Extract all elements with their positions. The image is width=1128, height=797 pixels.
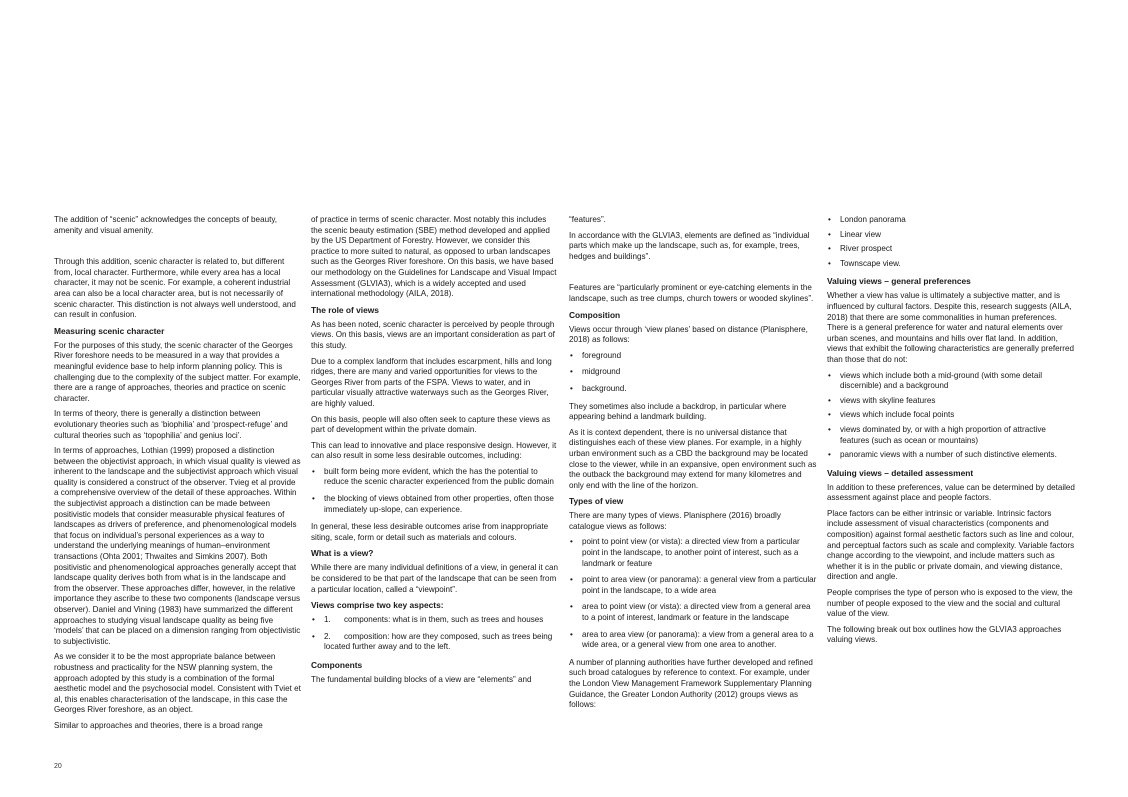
- list-item: • London panorama: [827, 215, 1075, 226]
- list-item: • views which include focal points: [827, 410, 1075, 421]
- paragraph: In terms of theory, there is generally a distinction between evolutionary theories such as ‘biophilia’ and ‘prospect-refuge’ and cultural theories such as ‘topophilia’ and genius loci’.: [54, 409, 288, 440]
- list-item: • built form being more evident, which the has the potential to reduce the scenic character experienced from the public domain: [311, 467, 559, 488]
- paragraph: In accordance with the GLVIA3, elements are defined as “individual parts which make up the landscape, such as, for example, trees, hedges and buildings”.: [569, 230, 810, 261]
- list-number: 1.: [324, 615, 331, 625]
- paragraph: The fundamental building blocks of a view are “elements” and: [311, 675, 532, 684]
- section-heading-detailed-assessment: Valuing views – detailed assessment: [827, 467, 974, 478]
- section-heading-what-is-a-view: What is a view?: [311, 548, 374, 559]
- list-item: • background.: [569, 384, 817, 395]
- preferences-list: [827, 371, 1075, 461]
- page-number: 20: [54, 763, 62, 770]
- list-item: • River prospect: [827, 244, 1075, 255]
- paragraph: “features”.: [569, 215, 606, 224]
- paragraph: This can lead to innovative and place responsive design. However, it can also result in some less desirable outcomes, including:: [311, 440, 557, 461]
- list-item: • views dominated by, or with a high proportion of attractive features (such as ocean or mountains): [827, 425, 1075, 446]
- paragraph: of practice in terms of scenic character. Most notably this includes the scenic beauty estimation (SBE) method developed and applied by the US Department of Forestry. However, we consider this practice to more suited to natural, as opposed to urban landscapes such as the Georges River foreshore. On this basis, we have based our methodology on the Guidelines for Landscape and Visual Impact Assessment (GLVIA3), which is a widely accepted and used international methodology (AILA, 2018).: [311, 215, 557, 299]
- section-heading-composition: Composition: [569, 309, 621, 320]
- list-item: • point to area view (or panorama): a general view from a particular point in the landscape, to a wide area: [569, 575, 817, 596]
- column-2: [311, 215, 559, 691]
- paragraph: As it is context dependent, there is no universal distance that distinguishes each of these view planes. For example, in a highly urban environment such as a CBD the background may be located close to the viewer, while in an expansive, open environment such as the outback the background may extend for many kilometres and only end with the line of the horizon.: [569, 427, 817, 490]
- paragraph: In general, these less desirable outcomes arise from inappropriate siting, scale, form or detail such as materials and colours.: [311, 522, 549, 542]
- paragraph: Whether a view has value is ultimately a subjective matter, and is influenced by cultural factors. Despite this, research suggests (AILA, 2018) that there are some commonalities in human preferences. There is a general preference for water and natural elements over urban scenes, and mountains and hills over flat land. In addition, views that exhibit the following characteristics are generally preferred than those that do not:: [827, 291, 1074, 364]
- paragraph: In terms of approaches, Lothian (1999) proposed a distinction between the objectivist approach, in which visual quality is viewed as inherent to the landscape and the subjectivist approach which visual quality is considered a construct of the observer. Tvieg et al provide a comprehensive overview of the detail of these approaches. Within the subjectivist approach a distinction can be made between positivistic models that consider measurable physical features of landscapes as drivers of preference, and phenomenological models that focus on individual’s personal experiences as a way to understand the underlying meanings of human–environment transactions (Ohta 2001; Thwaites and Simkins 2007). Both positivistic and phenomenological approaches generally accept that landscape quality derives both from what is in the landscape and from the observer. These approaches differ, however, in the relative importance they ascribe to these two components (landscape versus observer). Daniel and Vining (1983) have summarized the different approaches to studying visual landscape quality as being five ‘models’ that can be placed on a dimension ranging from objectivistic to subjectivistic.: [54, 446, 301, 646]
- list-number: 2.: [324, 631, 331, 641]
- paragraph: In addition to these preferences, value can be determined by detailed assessment against place and people factors.: [827, 482, 1075, 503]
- paragraph: Place factors can be either intrinsic or variable. Intrinsic factors include assessment of visual characteristics (components and composition) against formal aesthetic factors such as line and colour, and perceptual factors such as scale and complexity. Variable factors change according to the viewpoint, and include matters such as whether it is in the public or private domain, and viewing distance, direction and angle.: [827, 508, 1075, 582]
- paragraph: As we consider it to be the most appropriate balance between robustness and practicality for the NSW planning system, the approach adopted by this study is a combination of the formal aesthetic model and the psychosocial model. Consistent with Tviet et al, this enables characterisation of the landscape, in this case the Georges River foreshore, as an object.: [54, 652, 301, 715]
- paragraph: As has been noted, scenic character is perceived by people through views. On this basis, views are an important consideration as part of this study.: [311, 319, 555, 350]
- paragraph: They sometimes also include a backdrop, in particular where appearing behind a landmark building.: [569, 401, 787, 422]
- list-item: • panoramic views with a number of such distinctive elements.: [827, 450, 1075, 461]
- paragraph: The addition of “scenic” acknowledges the concepts of beauty, amenity and visual amenity.: [54, 215, 278, 235]
- list-item: • midground: [569, 367, 817, 378]
- bullet-list: [311, 467, 559, 515]
- column-3: [569, 215, 817, 716]
- view-planes-list: [569, 351, 817, 395]
- paragraph: Views occur through ‘view planes’ based on distance (Planisphere, 2018) as follows:: [569, 324, 808, 345]
- paragraph: People comprises the type of person who is exposed to the view, the number of people exposed to the view and the social and cultural value of the view.: [827, 588, 1073, 619]
- list-item: [311, 632, 559, 653]
- paragraph: On this basis, people will also often seek to capture these views as part of development within the private domain.: [311, 414, 551, 435]
- list-item: • the blocking of views obtained from other properties, often those immediately up-slope, can experience.: [311, 494, 559, 515]
- paragraph: Similar to approaches and theories, there is a broad range: [54, 720, 263, 730]
- list-item: • Linear view: [827, 230, 1075, 241]
- section-heading-general-preferences: Valuing views – general preferences: [827, 276, 971, 287]
- section-heading-role-of-views: The role of views: [311, 304, 379, 315]
- column-1: [54, 215, 302, 737]
- paragraph: There are many types of views. Planisphere (2016) broadly catalogue views as follows:: [569, 511, 781, 531]
- paragraph: Due to a complex landform that includes escarpment, hills and long ridges, there are many and varied opportunities for views to the Georges River from parts of the FSPA. Views to water, and in particular visually attractive waterways such as the Georges River, are highly valued.: [311, 356, 552, 408]
- list-item-text: composition: how are they composed, such as trees being located further away and to the left.: [324, 631, 553, 652]
- paragraph: Through this addition, scenic character is related to, but different from, local character. Furthermore, while every area has a local character, it may not be scenic. For example, a coherent industrial area can also be a local character area, but is not necessarily of scenic character. This distinction is not always well understood, and can result in confusion.: [54, 257, 296, 320]
- list-item: • area to point view (or vista): a directed view from a general area to a point of interest, landmark or feature in the landscape: [569, 602, 817, 623]
- london-views-list: [827, 215, 1075, 269]
- list-item: • point to point view (or vista): a directed view from a particular point in the landscape, to another point of interest, such as a landmark or feature: [569, 537, 817, 569]
- numbered-list: [311, 615, 559, 653]
- list-item: [311, 615, 559, 626]
- column-4: [827, 215, 1075, 651]
- paragraph: For the purposes of this study, the scenic character of the Georges River foreshore needs to be measured in a way that provides a meaningful evidence base to help inform planning policy. This is challenging due to the complexity of the subject matter. For example, there are a range of approaches, theories and practice on scenic character.: [54, 340, 301, 403]
- list-item: • area to area view (or panorama): a view from a general area to a wide area, or a general view from one area to another.: [569, 630, 817, 651]
- list-item: • Townscape view.: [827, 259, 1075, 270]
- section-heading-components: Components: [311, 660, 363, 670]
- list-item: • foreground: [569, 351, 817, 362]
- section-heading-two-key-aspects: Views comprise two key aspects:: [311, 600, 444, 611]
- paragraph: Features are “particularly prominent or eye-catching elements in the landscape, such as tree clumps, church towers or wooded skylines”.: [569, 283, 814, 303]
- section-heading-types-of-view: Types of view: [569, 496, 624, 507]
- list-item: • views with skyline features: [827, 396, 1075, 407]
- section-heading-measuring-scenic-character: Measuring scenic character: [54, 325, 165, 336]
- view-types-list: [569, 537, 817, 650]
- list-item: • views which include both a mid-ground (with some detail discernible) and a background: [827, 371, 1075, 392]
- paragraph: While there are many individual definitions of a view, in general it can be considered to be that part of the landscape that can be seen from a particular location, called a “viewpoint”.: [311, 563, 558, 594]
- list-item-text: components: what is in them, such as trees and houses: [344, 615, 544, 625]
- paragraph: A number of planning authorities have further developed and refined such broad catalogues by reference to context. For example, under the London View Management Framework Supplementary Planning Guidance, the Greater London Authority (2012) groups views as follows:: [569, 657, 813, 710]
- paragraph: The following break out box outlines how the GLVIA3 approaches valuing views.: [827, 624, 1062, 645]
